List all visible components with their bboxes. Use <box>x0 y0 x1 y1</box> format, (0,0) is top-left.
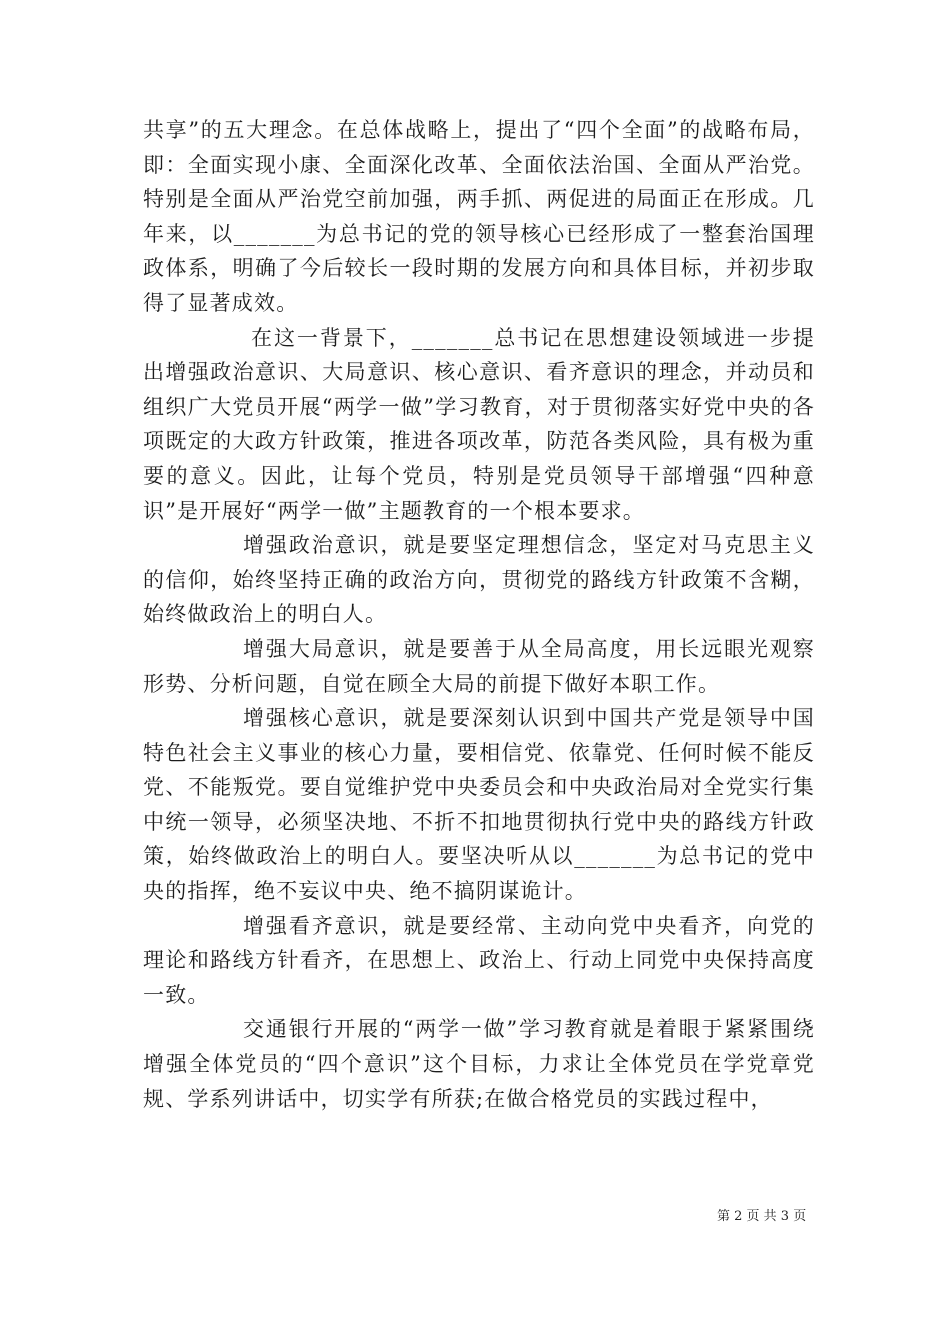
paragraph-1: 共享”的五大理念。在总体战略上，提出了“四个全面”的战略布局，即：全面实现小康、全面深化改革、全面依法治国、全面从严治党。特别是全面从严治党空前加强，两手抓、两促进的局面正在形成。几年来，以_______为总书记的党的领导核心已经形成了一整套治国理政体系，明确了今后较长一段时期的发展方向和具体目标，并初步取得了显著成效。 <box>143 118 815 315</box>
paragraph-3: 增强政治意识，就是要坚定理想信念，坚定对马克思主义的信仰，始终坚持正确的政治方向，贯彻党的路线方针政策不含糊，始终做政治上的明白人。 <box>143 533 815 627</box>
paragraph-7: 交通银行开展的“两学一做”学习教育就是着眼于紧紧围绕增强全体党员的“四个意识”这个目标，力求让全体党员在学党章党规、学系列讲话中，切实学有所获;在做合格党员的实践过程中， <box>143 1017 815 1111</box>
document-body <box>143 113 815 1116</box>
paragraph-6: 增强看齐意识，就是要经常、主动向党中央看齐，向党的理论和路线方针看齐，在思想上、政治上、行动上同党中央保持高度一致。 <box>143 913 815 1007</box>
page-number: 第 2 页 共 3 页 <box>717 1209 807 1224</box>
paragraph-5: 增强核心意识，就是要深刻认识到中国共产党是领导中国特色社会主义事业的核心力量，要相信党、依靠党、任何时候不能反党、不能叛党。要自觉维护党中央委员会和中央政治局对全党实行集中统一领导，必须坚决地、不折不扣地贯彻执行党中央的路线方针政策，始终做政治上的明白人。要坚决听从以_______为总书记的党中央的指挥，绝不妄议中央、绝不搞阴谋诡计。 <box>143 706 815 904</box>
paragraph-2: 在这一背景下，_______总书记在思想建设领域进一步提出增强政治意识、大局意识、核心意识、看齐意识的理念，并动员和组织广大党员开展“两学一做”学习教育，对于贯彻落实好党中央的各项既定的大政方针政策，推进各项改革，防范各类风险，具有极为重要的意义。因此，让每个党员，特别是党员领导干部增强“四种意识”是开展好“两学一做”主题教育的一个根本要求。 <box>143 325 815 523</box>
paragraph-4: 增强大局意识，就是要善于从全局高度，用长远眼光观察形势、分析问题，自觉在顾全大局的前提下做好本职工作。 <box>143 636 815 696</box>
